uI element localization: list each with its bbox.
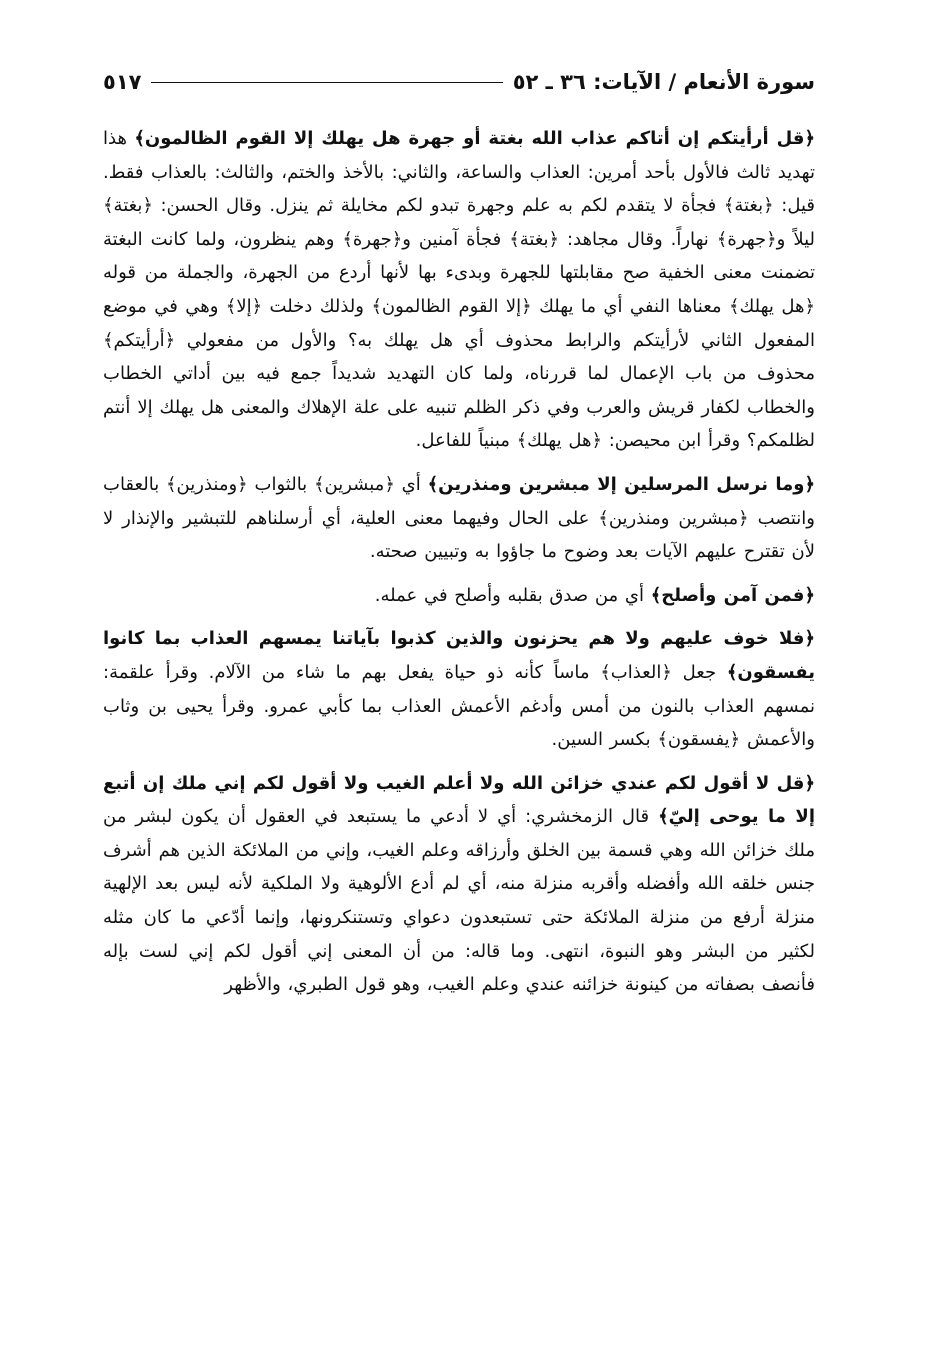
verse-quote: ﴿فلا خوف عليهم ولا هم يحزنون والذين كذبوا بآياتنا يمسهم العذاب بما كانوا يفسقون﴾ xyxy=(103,628,815,683)
verse-quote: ﴿فمن آمن وأصلح﴾ xyxy=(650,584,815,606)
verse-quote: ﴿قل لا أقول لكم عندي خزائن الله ولا أعلم الغيب ولا أقول لكم إني ملك إن أتبع إلا ما يوحى إليّ﴾ xyxy=(103,772,815,828)
paragraph-3 xyxy=(103,579,815,613)
running-header xyxy=(103,62,815,102)
commentary-text: هذا تهديد ثالث فالأول بأحد أمرين: العذاب والساعة، والثاني: بالأخذ والختم، والثالث: بالعذاب فقط. قيل: ﴿بغتة﴾ فجأة لا يتقدم لكم به علم وجهرة تبدو لكم مخايلة ثم ينزل. وقال الحسن: ﴿بغتة﴾ ليلاً و﴿جهرة﴾ نهاراً. وقال مجاهد: ﴿بغتة﴾ فجأة آمنين و﴿جهرة﴾ وهم ينظرون، ولما كانت البغتة تضمنت معنى الخفية صح مقابلتها للجهرة وبدىء بها لأنها أردع من الجهرة، والجملة من قوله ﴿هل يهلك﴾ معناها النفي أي ما يهلك ﴿إلا القوم الظالمون﴾ ولذلك دخلت ﴿إلا﴾ وهي في موضع المفعول الثاني لأرأيتكم والرابط محذوف أي هل يهلك به؟ والأول من مفعولي ﴿أرأيتكم﴾ محذوف من باب الإعمال لما قررناه، ولما كان التهديد شديداً جمع فيه بين أداتي الخطاب والخطاب لكفار قريش والعرب وفي ذكر الظلم تنبيه على علة الإهلاك والمعنى هل يهلك إلا أنتم لظلمكم؟ وقرأ ابن محيصن: ﴿هل يهلك﴾ مبنياً للفاعل. xyxy=(103,128,815,452)
surah-title: سورة الأنعام / الآيات: ٣٦ ـ ٥٢ xyxy=(512,70,815,94)
paragraph-2 xyxy=(103,468,815,569)
page-number: ٥١٧ xyxy=(103,70,142,94)
verse-quote: ﴿وما نرسل المرسلين إلا مبشرين ومنذرين﴾ xyxy=(427,473,815,495)
commentary-text: أي ﴿مبشرين﴾ بالثواب ﴿ومنذرين﴾ بالعقاب وانتصب ﴿مبشرين ومنذرين﴾ على الحال وفيهما معنى العلية، أي أرسلناهم للتبشير والإنذار لا لأن تقترح عليهم الآيات بعد وضوح ما جاؤوا به وتبيين صحته. xyxy=(103,473,815,563)
paragraph-5 xyxy=(103,767,815,1002)
commentary-text: جعل ﴿العذاب﴾ ماساً كأنه ذو حياة يفعل بهم ما شاء من الآلام. وقرأ علقمة: نمسهم العذاب بالنون من أمس وأدغم الأعمش العذاب بما كأبي عمرو. وقرأ يحيى بن وثاب والأعمش ﴿يفسقون﴾ بكسر السين. xyxy=(103,661,815,751)
paragraph-4 xyxy=(103,622,815,756)
header-rule xyxy=(151,82,502,83)
commentary-text: أي من صدق بقلبه وأصلح في عمله. xyxy=(374,584,651,606)
commentary-text: قال الزمخشري: أي لا أدعي ما يستبعد في العقول أن يكون لبشر من ملك خزائن الله وهي قسمة بين الخلق وأرزاقه وعلم الغيب، وإني من الملائكة الذين هم أشرف جنس خلقه الله وأفضله وأقربه منزلة منه، أي لم أدع الألوهية ولا الملكية لأنه ليس بعد الإلهية منزلة أرفع من منزلة الملائكة حتى تستبعدون دعواي وتستنكرونها، وإنما أدّعي ما كان مثله لكثير من البشر وهو النبوة، انتهى. وما قاله: من أن المعنى إني أقول لكم إني لست بإله فأنصف بصفاته من كينونة خزائنه عندي وعلم الغيب، وهو قول الطبري، والأظهر xyxy=(103,806,815,996)
document-page xyxy=(103,62,815,1012)
verse-quote: ﴿قل أرأيتكم إن أتاكم عذاب الله بغتة أو جهرة هل يهلك إلا القوم الظالمون﴾ xyxy=(134,128,815,149)
paragraph-1 xyxy=(103,122,815,458)
